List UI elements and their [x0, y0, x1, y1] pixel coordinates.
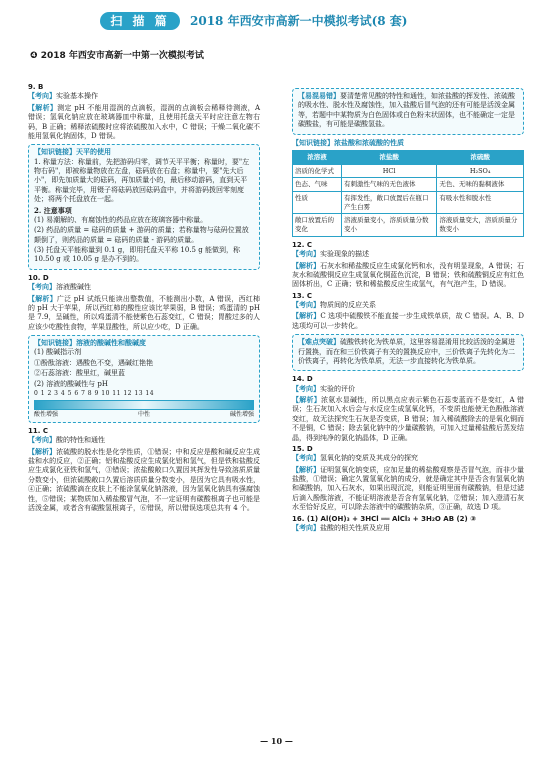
tag-label: 【考向】 [292, 454, 320, 463]
analysis-text: 测定 pH 不能用湿润的点滴板，湿润的点滴板会稀释待测液，A 错误；氢氧化钠应放在玻璃器皿中称量，且使用托盘天平时应注意左物右码，B 正确；稀释浓硫酸时应将浓硫酸加入水中，C 错误；干燥二氧化碳不能用氢氧化钠固体，D 错误。 [28, 103, 261, 140]
box-line: (1) 易潮解的、有腐蚀性的药品应放在玻璃容器中称量。 [34, 215, 208, 224]
tag-label: 【解析】 [292, 312, 321, 321]
box-line: (2) 药品的质量 = 砝码的质量 + 游码的质量；若称量物与砝码位置放颠倒了，则药品的质量 = 砝码的质量 - 游码的质量。 [34, 226, 249, 244]
question-answer: 16. (1) Al(OH)₃ + 3HCl ══ AlCl₃ + 3H₂O AB (2) ③ [292, 514, 477, 523]
question-number: 14. D [292, 375, 313, 384]
table-header: 浓溶液 [293, 150, 342, 164]
table-cell: 敞口放置后的变化 [293, 214, 342, 236]
box-line: 2. 注意事项 [34, 205, 72, 215]
box-line: 1. 称量方法：称量前，先把游码归零，调节天平平衡；称量时，要"左物右码"，即被称量物放在左盘，砝码放在右盘；称量中，要"先大后小"，即先加质量大的砝码，再加质量小的，最后移动游码，直到天平平衡。称量完毕，用镊子将砝码放回砝码盒中，并将游码拨回零刻度处；将两个托盘放在一起。 [34, 157, 250, 204]
right-column [292, 88, 524, 535]
table-cell: 溶液质量变大，溶质质量分数变小 [437, 214, 524, 236]
table-row [293, 164, 524, 178]
table-row [293, 178, 524, 192]
question-14 [292, 375, 524, 443]
table-cell: 溶液质量变小，溶质质量分数变小 [341, 214, 436, 236]
table-cell: 有刺激性气味的无色液体 [341, 178, 436, 192]
ph-scale-bar [34, 400, 254, 410]
question-number: 13. C [292, 291, 312, 300]
tag-label: 【考向】 [292, 250, 320, 259]
box-title: 【知识链接】溶液的酸碱性和酸碱度 [34, 339, 146, 347]
box-title: 【知识链接】天平的使用 [34, 148, 111, 157]
header-title: 2018 年西安市高新一中模拟考试(8 套) [190, 14, 408, 28]
table-header: 浓硫酸 [437, 150, 524, 164]
question-number: 12. C [292, 240, 312, 249]
table-cell: 无色、无味的黏稠液体 [437, 178, 524, 192]
page-header [0, 10, 553, 32]
analysis-text: 石灰水和稀盐酸反应生成氯化钙和水，没有明显现象，A 错误；石灰水和硫酸铜反应生成氢氧化铜蓝色沉淀，B 错误；铁和硫酸铜反应有红色固体析出，C 正确；铁和稀盐酸反应生成氢气，有气泡产生，D 错误。 [292, 261, 525, 289]
topic-text: 盐酸的相关性质及应用 [320, 523, 390, 532]
topic-text: 物质间的反应关系 [320, 301, 376, 310]
analysis-text: 证明氢氧化钠变质，应加足量的稀盐酸观察是否冒气泡，而非少量盐酸，①错误；确定久置氢氧化钠的成分，就是确定其中是否含有氢氧化钠和碳酸钠，加入石灰水，如果出现沉淀，则能证明里面有碳酸钠，但是过滤后滴入酚酞溶液，不能证明溶液是否含有氢氧化钠，②错误；加入澄清石灰水至恰好反应，可以除去溶液中的碳酸钠杂质，③正确，故选 D 项。 [292, 465, 524, 512]
box-text: 要清楚常见酸的特性和通性，如浓盐酸的挥发性、浓硫酸的吸水性、脱水性及腐蚀性，加入盐酸后冒气泡的还有可能是活泼金属等，若题中中某物质为白色固体或白色粉末状固体，也不能确定一定是碳酸盐，有可能是碳酸氢盐。 [298, 92, 515, 129]
table-header-row [293, 150, 524, 164]
question-number: 9. B [28, 83, 44, 91]
ph-neutral-label: 中性 [137, 410, 150, 418]
tag-label: 【解析】 [28, 294, 57, 303]
section-title: ❹ 2018 年西安市高新一中第一次模拟考试 [30, 51, 204, 61]
question-12 [292, 241, 524, 290]
table-cell: 有吸水性和脱水性 [437, 191, 524, 213]
table-cell: 性质 [293, 191, 342, 213]
header-badge: 扫 描 篇 [100, 12, 180, 30]
difficulty-box [292, 334, 524, 371]
box-line: (1) 酸碱指示剂 [34, 348, 82, 357]
question-16 [292, 515, 524, 534]
question-number: 11. C [28, 426, 48, 435]
topic-text: 实验的评价 [320, 384, 355, 393]
ph-scale-labels [34, 411, 254, 419]
tag-label: 【考向】 [28, 436, 56, 445]
left-column [28, 82, 260, 515]
tag-label: 【考向】 [292, 301, 320, 310]
acid-properties-table [292, 150, 524, 237]
tag-label: 【考向】 [292, 384, 320, 393]
table-cell: 有挥发性，敞口放置后在瓶口产生白雾 [341, 191, 436, 213]
page-number: — 10 — [260, 736, 293, 747]
analysis-text: 浓氨水显碱性，所以黑点应表示紫色石蕊变蓝而不是变红，A 错误；生石灰加入水后会与水反应生成氢氧化钙，不变质也能使无色酚酞溶液变红，故无法探究生石灰是否变质，B 错误；加入稀硫酸除去的是氧化铜而不是铜，C 错误；除去氯化钠中的少量碳酸钠，可加入过量稀盐酸后蒸发结晶，得到纯净的氯化钠晶体，D 正确。 [292, 396, 525, 442]
question-15 [292, 445, 524, 513]
tag-label: 【考向】 [292, 523, 320, 532]
box-line: (3) 托盘天平能称量到 0.1 g，即用托盘天平称 10.5 g 能做到，称 10.50 g 或 10.05 g 是办不到的。 [34, 246, 240, 264]
ph-base-label: 碱性增强 [229, 410, 254, 418]
table-cell: 色态、气味 [293, 178, 342, 192]
tag-label: 【解析】 [292, 396, 321, 405]
box-title: 【易混易错】 [298, 92, 340, 100]
knowledge-box [28, 144, 260, 270]
analysis-text: 浓硫酸的脱水性是化学性质，①错误；中和反应是酸和碱反应生成盐和水的反应，②正确；铝和盐酸反应生成氯化铝和氢气，但是铁和盐酸反应生成氯化亚铁和氢气，③错误；浓盐酸敞口久置因其挥发性导致溶质质量分数变小，但浓硫酸敞口久置后溶质质量分数变小，是因为它具有吸水性，④正确；浓硫酸滴在皮肤上不能涂氢氧化钠溶液，因为氢氧化钠具有强腐蚀性，⑤错误；某物质加入稀盐酸冒气泡，不一定证明有碳酸根离子也可能是活泼金属，或者含有碳酸氢根离子，⑥错误，所以错误选项总共有 4 个。 [28, 447, 260, 512]
tip-box [292, 88, 524, 135]
box-line: ①酚酞溶液：遇酸色不变，遇碱红艳艳 [34, 358, 153, 367]
box-title: 【难点突破】 [298, 338, 340, 347]
topic-text: 酸的特性和通性 [56, 436, 105, 445]
knowledge-box [28, 335, 260, 423]
table-cell: HCl [341, 164, 436, 178]
topic-text: 实验现象的描述 [320, 250, 369, 259]
table-row [293, 191, 524, 213]
question-9 [28, 83, 260, 270]
tag-label: 【解析】 [292, 465, 321, 474]
table-title: 【知识链接】浓盐酸和浓硫酸的性质 [292, 138, 404, 147]
ph-scale-ticks: 0 1 2 3 4 5 6 7 8 9 10 11 12 13 14 [34, 389, 155, 397]
box-text: 硫酸铁转化为铁单质，这里容易混淆用比较活泼的金属进行置换，而在和三价铁离子有关的置换反应中，三价铁离子先转化为二价铁离子，再转化为铁单质，无法一步直接转化为铁单质。 [298, 338, 515, 365]
table-header: 浓盐酸 [341, 150, 436, 164]
tag-label: 【解析】 [28, 447, 57, 456]
question-11 [28, 427, 260, 513]
tag-label: 【解析】 [292, 261, 321, 270]
box-line: ②石蕊溶液：酸里红，碱里蓝 [34, 369, 125, 378]
table-cell: H₂SO₄ [437, 164, 524, 178]
tag-label: 【考向】 [28, 92, 56, 101]
question-number: 10. D [28, 273, 49, 282]
question-13 [292, 292, 524, 372]
topic-text: 氢氧化钠的变质及其成分的探究 [320, 454, 418, 463]
table-row [293, 214, 524, 236]
analysis-text: 广泛 pH 试纸只能读出整数值，不能测出小数，A 错误，西红柿的 pH 大于苹果，所以西红柿的酸性应该比苹果弱，B 错误；鸡蛋清的 pH 是 7.9，呈碱性，所以鸡蛋清不能使紫色石蕊变红，C 错误；胃酸过多的人应该少吃酸性食物，苹果显酸性，所以应少吃，D 正确。 [28, 294, 261, 331]
analysis-text: C 选项中硫酸铁不能直接一步生成铁单质，故 C 错误。A、B、D 选项均可以一步转化。 [292, 312, 524, 330]
question-number: 15. D [292, 444, 313, 453]
topic-text: 溶液酸碱性 [56, 283, 91, 292]
table-cell: 溶质的化学式 [293, 164, 342, 178]
ph-acid-label: 酸性增强 [34, 410, 59, 418]
box-line: (2) 溶液的酸碱性与 pH [34, 379, 108, 388]
tag-label: 【考向】 [28, 283, 56, 292]
question-10 [28, 274, 260, 423]
tag-label: 【解析】 [28, 103, 58, 112]
topic-text: 实验基本操作 [56, 92, 98, 101]
